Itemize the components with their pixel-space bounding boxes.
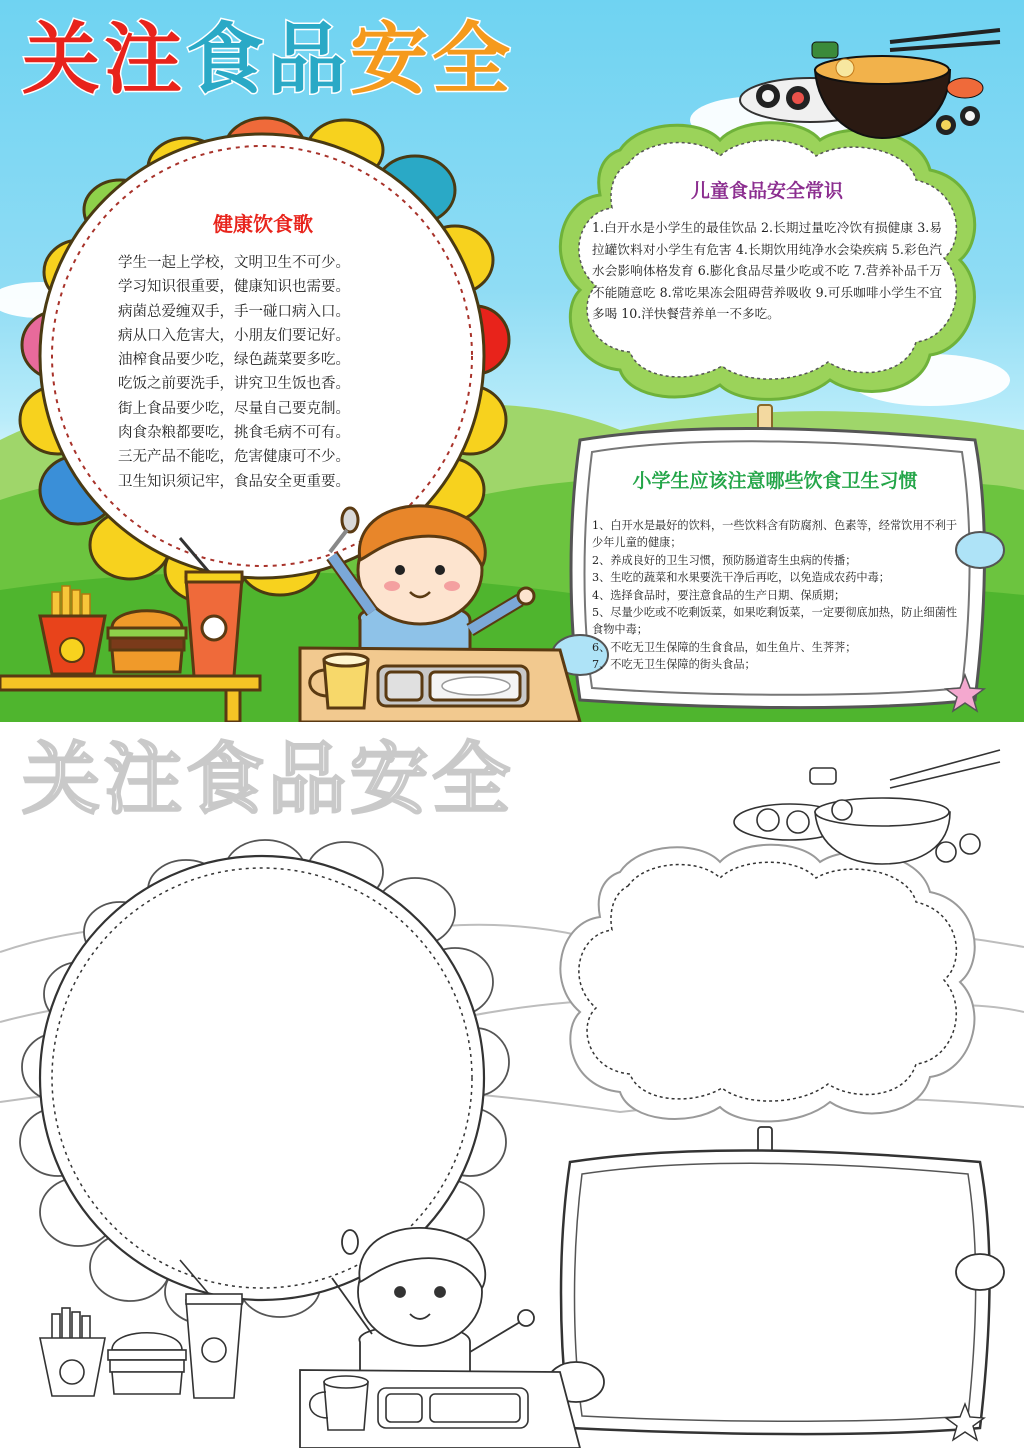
habit-item: 7、不吃无卫生保障的街头食品； (592, 658, 756, 672)
title-char: 注 (104, 15, 185, 105)
song-line: 三无产品不能吃，危害健康可不少。 (118, 449, 350, 466)
song-line: 病菌总爱缠双手，手一碰口病入口。 (118, 303, 350, 320)
habit-item: 6、不吃无卫生保障的生食食品，如生鱼片、生荠荠； (592, 640, 857, 654)
song-line: 油榨食品要少吃，绿色蔬菜要多吃。 (118, 352, 350, 369)
habit-item: 4、选择食品时，要注意食品的生产日期、保质期； (592, 588, 846, 602)
song-line: 学习知识很重要，健康知识也需要。 (118, 279, 350, 296)
outline-title (22, 734, 512, 826)
tips-title: 儿童食品安全常识 (690, 180, 843, 202)
habits-title: 小学生应该注意哪些饮食卫生习惯 (632, 470, 918, 492)
tips-body: 1.白开水是小学生的最佳饮品 2.长期过量吃冷饮有损健康 3.易拉罐饮料对小学生有危害 4.长期饮用纯净水会染疾病 5.彩色汽水会影响体格发育 6.膨化食品尽量少吃或不吃 7.营养补品千万不能随意吃 8.常吃果冻会阻碍营养吸收 9.可乐咖啡小学生不宜多喝 10.洋快餐营养单一不多吃。 (592, 220, 942, 322)
sign-board-outline (548, 1150, 1004, 1434)
cloud-outline (560, 845, 974, 1122)
song-panel (118, 208, 408, 494)
outline-title-char: 品 (268, 735, 349, 825)
fries-outline (40, 1308, 105, 1396)
habit-item: 3、生吃的蔬菜和水果要洗干净后再吃，以免造成农药中毒； (592, 571, 890, 585)
habit-item: 2、养成良好的卫生习惯，预防肠道寄生虫病的传播； (592, 553, 857, 567)
outline-title-char: 注 (104, 735, 185, 825)
lunch-tray-icon (378, 666, 528, 706)
song-line: 学生一起上学校，文明卫生不可少。 (118, 255, 350, 271)
title-char: 安 (350, 15, 431, 105)
title-char: 全 (432, 15, 513, 105)
outline-drawing (0, 722, 1024, 1448)
habit-item: 1、白开水是最好的饮料，一些饮料含有防腐剂、色素等，经常饮用不利于少年儿童的健康； (592, 519, 958, 550)
burger-icon (108, 611, 186, 672)
song-line: 肉食杂粮都要吃，挑食毛病不可有。 (118, 425, 350, 442)
lunch-tray-outline (378, 1388, 528, 1428)
song-line: 卫生知识须记牢，食品安全更重要。 (118, 473, 350, 490)
outline-poster (0, 722, 1024, 1448)
habits-panel (592, 466, 958, 674)
title-char: 食 (186, 15, 267, 105)
song-line: 街上食品要少吃，尽量自己要克制。 (118, 400, 350, 417)
song-title: 健康饮食歌 (213, 212, 313, 236)
outline-title-char: 全 (432, 735, 513, 825)
table-top (0, 676, 260, 690)
colored-poster (0, 0, 1024, 722)
habit-item: 5、尽量少吃或不吃剩饭菜，如果吃剩饭菜，一定要彻底加热，防止细菌性食物中毒； (592, 606, 958, 637)
tips-panel (592, 176, 942, 325)
song-line: 吃饭之前要洗手，讲究卫生饭也香。 (118, 376, 350, 393)
poster-title (22, 14, 512, 106)
burger-outline (108, 1333, 186, 1394)
outline-title-char: 安 (350, 735, 431, 825)
song-line: 病从口入危害大，小朋友们要记好。 (118, 327, 350, 344)
title-char: 关 (22, 15, 103, 105)
title-char: 品 (268, 15, 349, 105)
outline-title-char: 关 (22, 735, 103, 825)
outline-title-char: 食 (186, 735, 267, 825)
